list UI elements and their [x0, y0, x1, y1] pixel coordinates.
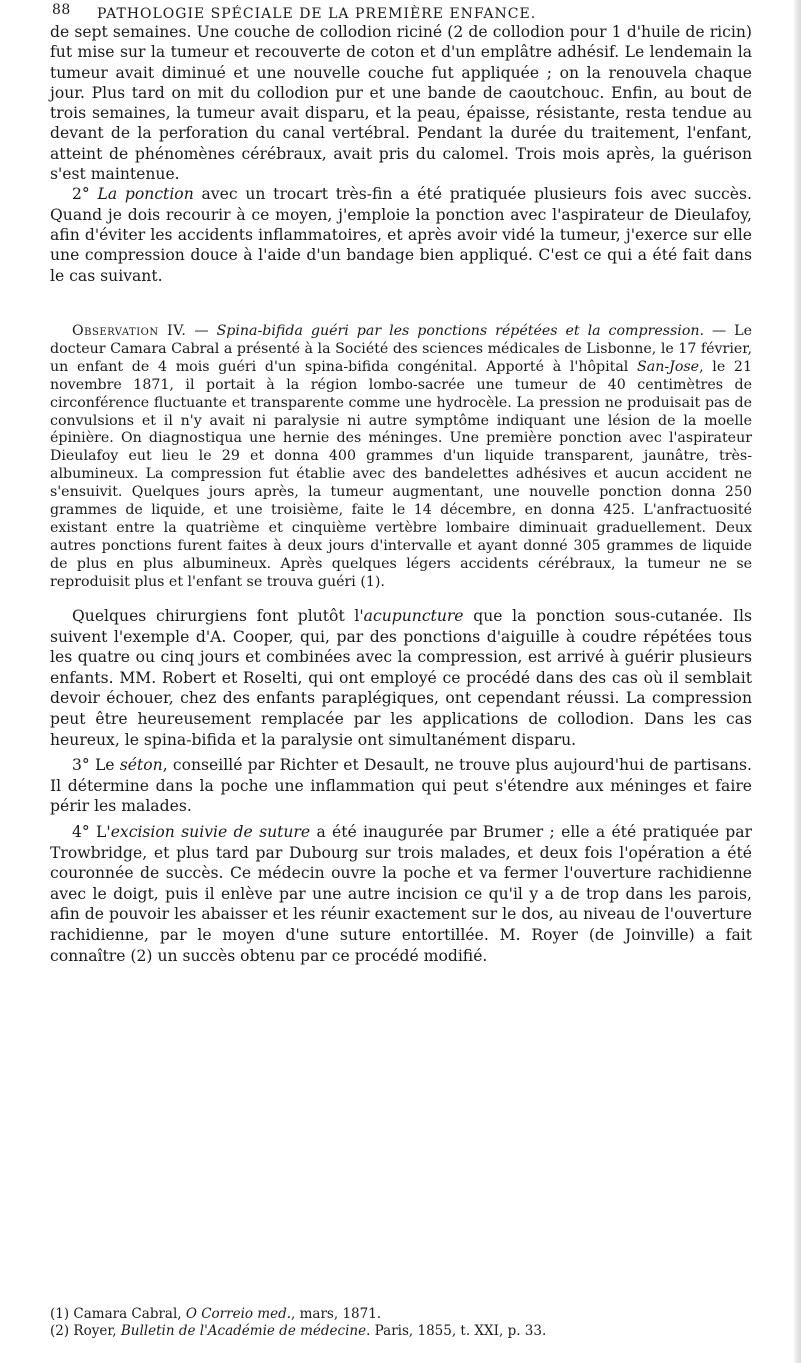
footnote-text: (2) Royer,: [50, 1323, 121, 1339]
footnotes: [50, 1306, 752, 1340]
paragraph-text: que la ponction sous-cutanée. Ils suivent l'exemple d'A. Cooper, qui, par des ponctions d'aiguille à coudre répétées tous les quatre ou cinq jours et combinées avec la compression, est arrivé à guérir plusieurs enfants. MM. Robert et Roselti, qui ont employé ce procédé dans des cas où il semblait devoir échouer, chez des enfants paraplégiques, ont cependant réussi. La compression peut être heureusement remplacée par les applications de collodion. Dans les cas heureux, le spina-bifida et la paralysie ont simultanément disparu.: [50, 607, 752, 749]
excision-paragraph: [50, 822, 752, 966]
paragraph-text: avec un trocart très-fin a été pratiquée plusieurs fois avec succès. Quand je dois recourir à ce moyen, j'emploie la ponction avec l'aspirateur de Dieulafoy, afin d'éviter les accidents inflammatoires, et après avoir vidé la tumeur, j'exerce sur elle une compression douce à l'aide d'un bandage bien appliqué. C'est ce qui a été fait dans le cas suivant.: [50, 185, 752, 285]
footnote-2: [50, 1323, 752, 1340]
list-marker: 2°: [72, 185, 98, 204]
seton-paragraph: [50, 755, 752, 817]
page-edge-shadow: [794, 0, 801, 1363]
method-term: excision suivie de suture: [110, 822, 311, 841]
method-term: La ponction: [97, 185, 194, 204]
page-number: 88: [52, 2, 71, 18]
intro-paragraph-2: [50, 184, 752, 285]
hospital-name: San-Jose: [637, 358, 700, 375]
observation-title: Spina-bifida guéri par les ponctions répétées et la compression.: [216, 323, 705, 339]
method-term: séton: [119, 756, 163, 775]
paragraph-text: , conseillé par Richter et Desault, ne trouve plus aujourd'hui de partisans. Il détermine dans la poche une inflammation qui peut s'étendre aux méninges et faire périr les malades.: [50, 756, 752, 816]
journal-title: Bulletin de l'Académie de médecine: [120, 1323, 367, 1339]
observation-block: [50, 323, 752, 592]
journal-title: O Correio med.: [185, 1306, 292, 1322]
footnote-text: , mars, 1871.: [291, 1306, 382, 1322]
footnote-text: (1) Camara Cabral,: [50, 1306, 186, 1322]
list-marker: 3° Le: [72, 756, 120, 775]
intro-paragraph-1: de sept semaines. Une couche de collodion riciné (2 de collodion pour 1 d'huile de ricin) fut mise sur la tumeur et recouverte de coton et d'un emplâtre adhésif. Le lendemain la tumeur avait diminué et une nouvelle couche fut appliquée ; on la renouvela chaque jour. Plus tard on mit du collodion pur et une bande de caoutchouc. Enfin, au bout de trois semaines, la tumeur avait disparu, et la peau, épaisse, résistante, resta tendue au devant de la perforation du canal vertébral. Pendant la durée du traitement, l'enfant, atteint de phénomènes cérébraux, avait pris du calomel. Trois mois après, la guérison s'est maintenue.: [50, 23, 752, 184]
footnote-1: [50, 1306, 752, 1323]
running-title: PATHOLOGIE SPÉCIALE DE LA PREMIÈRE ENFANCE.: [97, 6, 537, 22]
methods-section: [50, 606, 752, 971]
footnote-text: . Paris, 1855, t. XXI, p. 33.: [366, 1323, 547, 1339]
list-marker: 4° L': [72, 822, 111, 841]
observation-paragraph: Observation IV. — Spina-bifida guéri par les ponctions répétées et la compression. — Le docteur Camara Cabral a présenté à la Société des sciences médicales de Lisbonne, le 17 février, un enfant de 4 mois guéri d'un spina-bifida congénital. Apporté à l'hôpital San-Jose, le 21 novembre 1871, il portait à la région lombo-sacrée une tumeur de 40 centimètres de circonférence fluctuante et transparente comme une hydrocèle. La pression ne produisait pas de convulsions et il n'y avait ni paralysie ni autre symptôme indiquant une lésion de la moelle épinière. On diagnostiqua une hernie des méninges. Une première ponction avec l'aspirateur Dieulafoy eut lieu le 29 et donna 400 grammes d'un liquide transparent, jaunâtre, très-albumineux. La compression fut établie avec des bandelettes adhésives et aucun accident ne s'ensuivit. Quelques jours après, la tumeur augmentant, une nouvelle ponction donna 250 grammes de liquide, et une troisième, faite le 14 décembre, en donna 425. L'anfractuosité existant entre la quatrième et cinquième vertèbre lombaire diminuait graduellement. Deux autres ponctions furent faites à deux jours d'intervalle et ayant donné 305 grammes de liquide de plus en plus albumineux. Après quelques légers accidents cérébraux, la tumeur ne se reproduisit plus et l'enfant se trouva guéri (1).: [50, 323, 752, 590]
observation-label: Observation IV.: [72, 323, 187, 339]
paragraph-text: Quelques chirurgiens font plutôt l': [72, 607, 364, 625]
intro-section: [50, 22, 752, 286]
acupuncture-paragraph: [50, 606, 752, 750]
paragraph-text: a été inaugurée par Brumer ; elle a été pratiquée par Trowbridge, et plus tard par Dubourg sur trois malades, et deux fois l'opération a été couronnée de succès. Ce médecin ouvre la poche et va fermer l'ouverture rachidienne avec le doigt, puis il enlève par une autre incision ce qu'il y a de trop dans les parois, afin de pouvoir les abaisser et les réunir exactement sur le dos, au niveau de l'ouverture rachidienne, par le moyen d'une suture entortillée. M. Royer (de Joinville) a fait connaître (2) un succès obtenu par ce procédé modifié.: [50, 822, 753, 965]
observation-text-a: — Le docteur Camara Cabral a présenté à la Société des sciences médicales de Lisbonne, le 17 février, un enfant de 4 mois guéri d'un spina-bifida congénital. Apporté à l'hôpital: [50, 323, 752, 375]
method-term: acupuncture: [363, 607, 464, 625]
observation-text-b: , le 21 novembre 1871, il portait à la région lombo-sacrée une tumeur de 40 centimètres de circonférence fluctuante et transparente comme une hydrocèle. La pression ne produisait pas de convulsions et il n'y avait ni paralysie ni autre symptôme indiquant une lésion de la moelle épinière. On diagnostiqua une hernie des méninges. Une première ponction avec l'aspirateur Dieulafoy eut lieu le 29 et donna 400 grammes d'un liquide transparent, jaunâtre, très-albumineux. La compression fut établie avec des bandelettes adhésives et aucun accident ne s'ensuivit. Quelques jours après, la tumeur augmentant, une nouvelle ponction donna 250 grammes de liquide, et une troisième, faite le 14 décembre, en donna 425. L'anfractuosité existant entre la quatrième et cinquième vertèbre lombaire diminuait graduellement. Deux autres ponctions furent faites à deux jours d'intervalle et ayant donné 305 grammes de liquide de plus en plus albumineux. Après quelques légers accidents cérébraux, la tumeur ne se reproduisit plus et l'enfant se trouva guéri (1).: [50, 358, 752, 590]
